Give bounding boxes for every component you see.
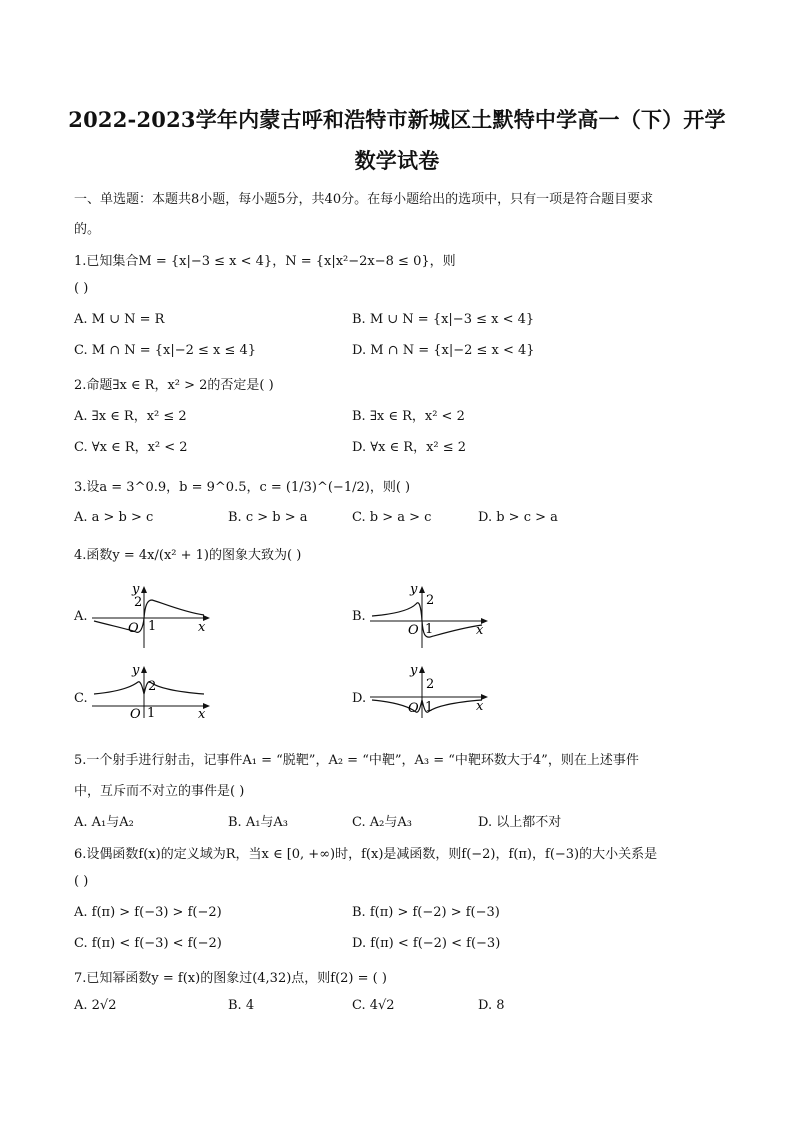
- question-3-option-c: C. b > a > c: [352, 510, 432, 525]
- question-1-paren: ( ): [74, 281, 89, 296]
- question-5-stem-cont: 中，互斥而不对立的事件是( ): [74, 784, 245, 799]
- origin-label: O: [128, 621, 139, 636]
- question-3-option-b: B. c > b > a: [228, 510, 308, 525]
- x-label: x: [198, 620, 206, 635]
- exam-title-line1: 2022-2023学年内蒙古呼和浩特市新城区土默特中学高一（下）开学: [68, 107, 726, 132]
- graph-option-b: [366, 580, 494, 652]
- question-6-option-b: B. f(π) > f(−2) > f(−3): [352, 905, 500, 920]
- question-1-option-d: D. M ∩ N = {x|−2 ≤ x < 4}: [352, 343, 535, 358]
- question-3-option-a: A. a > b > c: [74, 510, 154, 525]
- question-3-option-d: D. b > c > a: [478, 510, 558, 525]
- question-1-option-a: A. M ∪ N = R: [74, 312, 165, 327]
- question-7-option-a: A. 2√2: [74, 998, 117, 1013]
- question-4-stem: 4.函数y = 4x/(x² + 1)的图象大致为( ): [74, 548, 302, 563]
- tick-2: 2: [134, 595, 143, 610]
- question-2-option-c: C. ∀x ∈ R，x² < 2: [74, 440, 188, 455]
- question-7-stem: 7.已知幂函数y = f(x)的图象过(4,32)点，则f(2) = ( ): [74, 971, 387, 986]
- question-3-stem: 3.设a = 3^0.9，b = 9^0.5，c = (1/3)^(−1/2)，则( ): [74, 480, 411, 495]
- y-label: y: [132, 663, 140, 678]
- y-arrow-icon: [141, 666, 147, 673]
- question-2-option-d: D. ∀x ∈ R，x² ≤ 2: [352, 440, 467, 455]
- y-arrow-icon: [419, 586, 425, 593]
- graph-option-d: [366, 660, 494, 722]
- question-7-option-c: C. 4√2: [352, 998, 395, 1013]
- question-6-paren: ( ): [74, 874, 89, 889]
- question-4-option-d: D.: [352, 691, 367, 706]
- question-1-option-b: B. M ∪ N = {x|−3 ≤ x < 4}: [352, 312, 535, 327]
- question-4-option-c: C.: [74, 691, 88, 706]
- question-7-option-d: D. 8: [478, 998, 505, 1013]
- y-arrow-icon: [141, 586, 147, 593]
- tick-2: 2: [426, 677, 435, 692]
- section-intro-line1: 一、单选题：本题共8小题，每小题5分，共40分。在每小题给出的选项中，只有一项是符合题目要求: [74, 192, 654, 207]
- graph-option-c: [88, 660, 216, 722]
- question-2-option-a: A. ∃x ∈ R，x² ≤ 2: [74, 409, 187, 424]
- tick-1: 1: [425, 700, 434, 715]
- question-2-option-b: B. ∃x ∈ R，x² < 2: [352, 409, 465, 424]
- question-5-option-c: C. A₂与A₃: [352, 815, 412, 830]
- question-1-stem: 1.已知集合M = {x|−3 ≤ x < 4}，N = {x|x²−2x−8 ≤ 0}，则: [74, 254, 456, 269]
- x-label: x: [476, 699, 484, 714]
- y-label: y: [132, 582, 140, 597]
- question-5-option-b: B. A₁与A₃: [228, 815, 289, 830]
- question-6-option-d: D. f(π) < f(−2) < f(−3): [352, 936, 501, 951]
- tick-1: 1: [425, 622, 434, 637]
- question-4-option-b: B.: [352, 609, 366, 624]
- exam-title-line2: 数学试卷: [354, 148, 440, 173]
- tick-2: 2: [426, 593, 435, 608]
- y-arrow-icon: [419, 666, 425, 673]
- origin-label: O: [130, 707, 141, 722]
- question-4-option-a: A.: [74, 609, 88, 624]
- question-6-option-c: C. f(π) < f(−3) < f(−2): [74, 936, 222, 951]
- origin-label: O: [408, 623, 419, 638]
- question-6-stem: 6.设偶函数f(x)的定义域为R，当x ∈ [0, +∞)时，f(x)是减函数，则f(−2)，f(π)，f(−3)的大小关系是: [74, 847, 658, 862]
- y-label: y: [410, 663, 418, 678]
- question-5-option-a: A. A₁与A₂: [74, 815, 134, 830]
- question-6-option-a: A. f(π) > f(−3) > f(−2): [74, 905, 222, 920]
- question-7-option-b: B. 4: [228, 998, 255, 1013]
- tick-1: 1: [147, 706, 156, 721]
- question-5-option-d: D. 以上都不对: [478, 815, 562, 830]
- tick-2: 2: [148, 679, 157, 694]
- section-intro-line2: 的。: [74, 222, 101, 237]
- question-5-stem: 5.一个射手进行射击，记事件A₁ = “脱靶”，A₂ = “中靶”，A₃ = “中靶环数大于4”，则在上述事件: [74, 753, 639, 768]
- x-label: x: [476, 623, 484, 638]
- question-2-stem: 2.命题∃x ∈ R，x² > 2的否定是( ): [74, 378, 274, 393]
- question-1-option-c: C. M ∩ N = {x|−2 ≤ x ≤ 4}: [74, 343, 257, 358]
- y-label: y: [410, 582, 418, 597]
- x-label: x: [198, 707, 206, 722]
- graph-option-a: [88, 580, 216, 652]
- origin-label: O: [408, 701, 419, 716]
- tick-1: 1: [148, 619, 157, 634]
